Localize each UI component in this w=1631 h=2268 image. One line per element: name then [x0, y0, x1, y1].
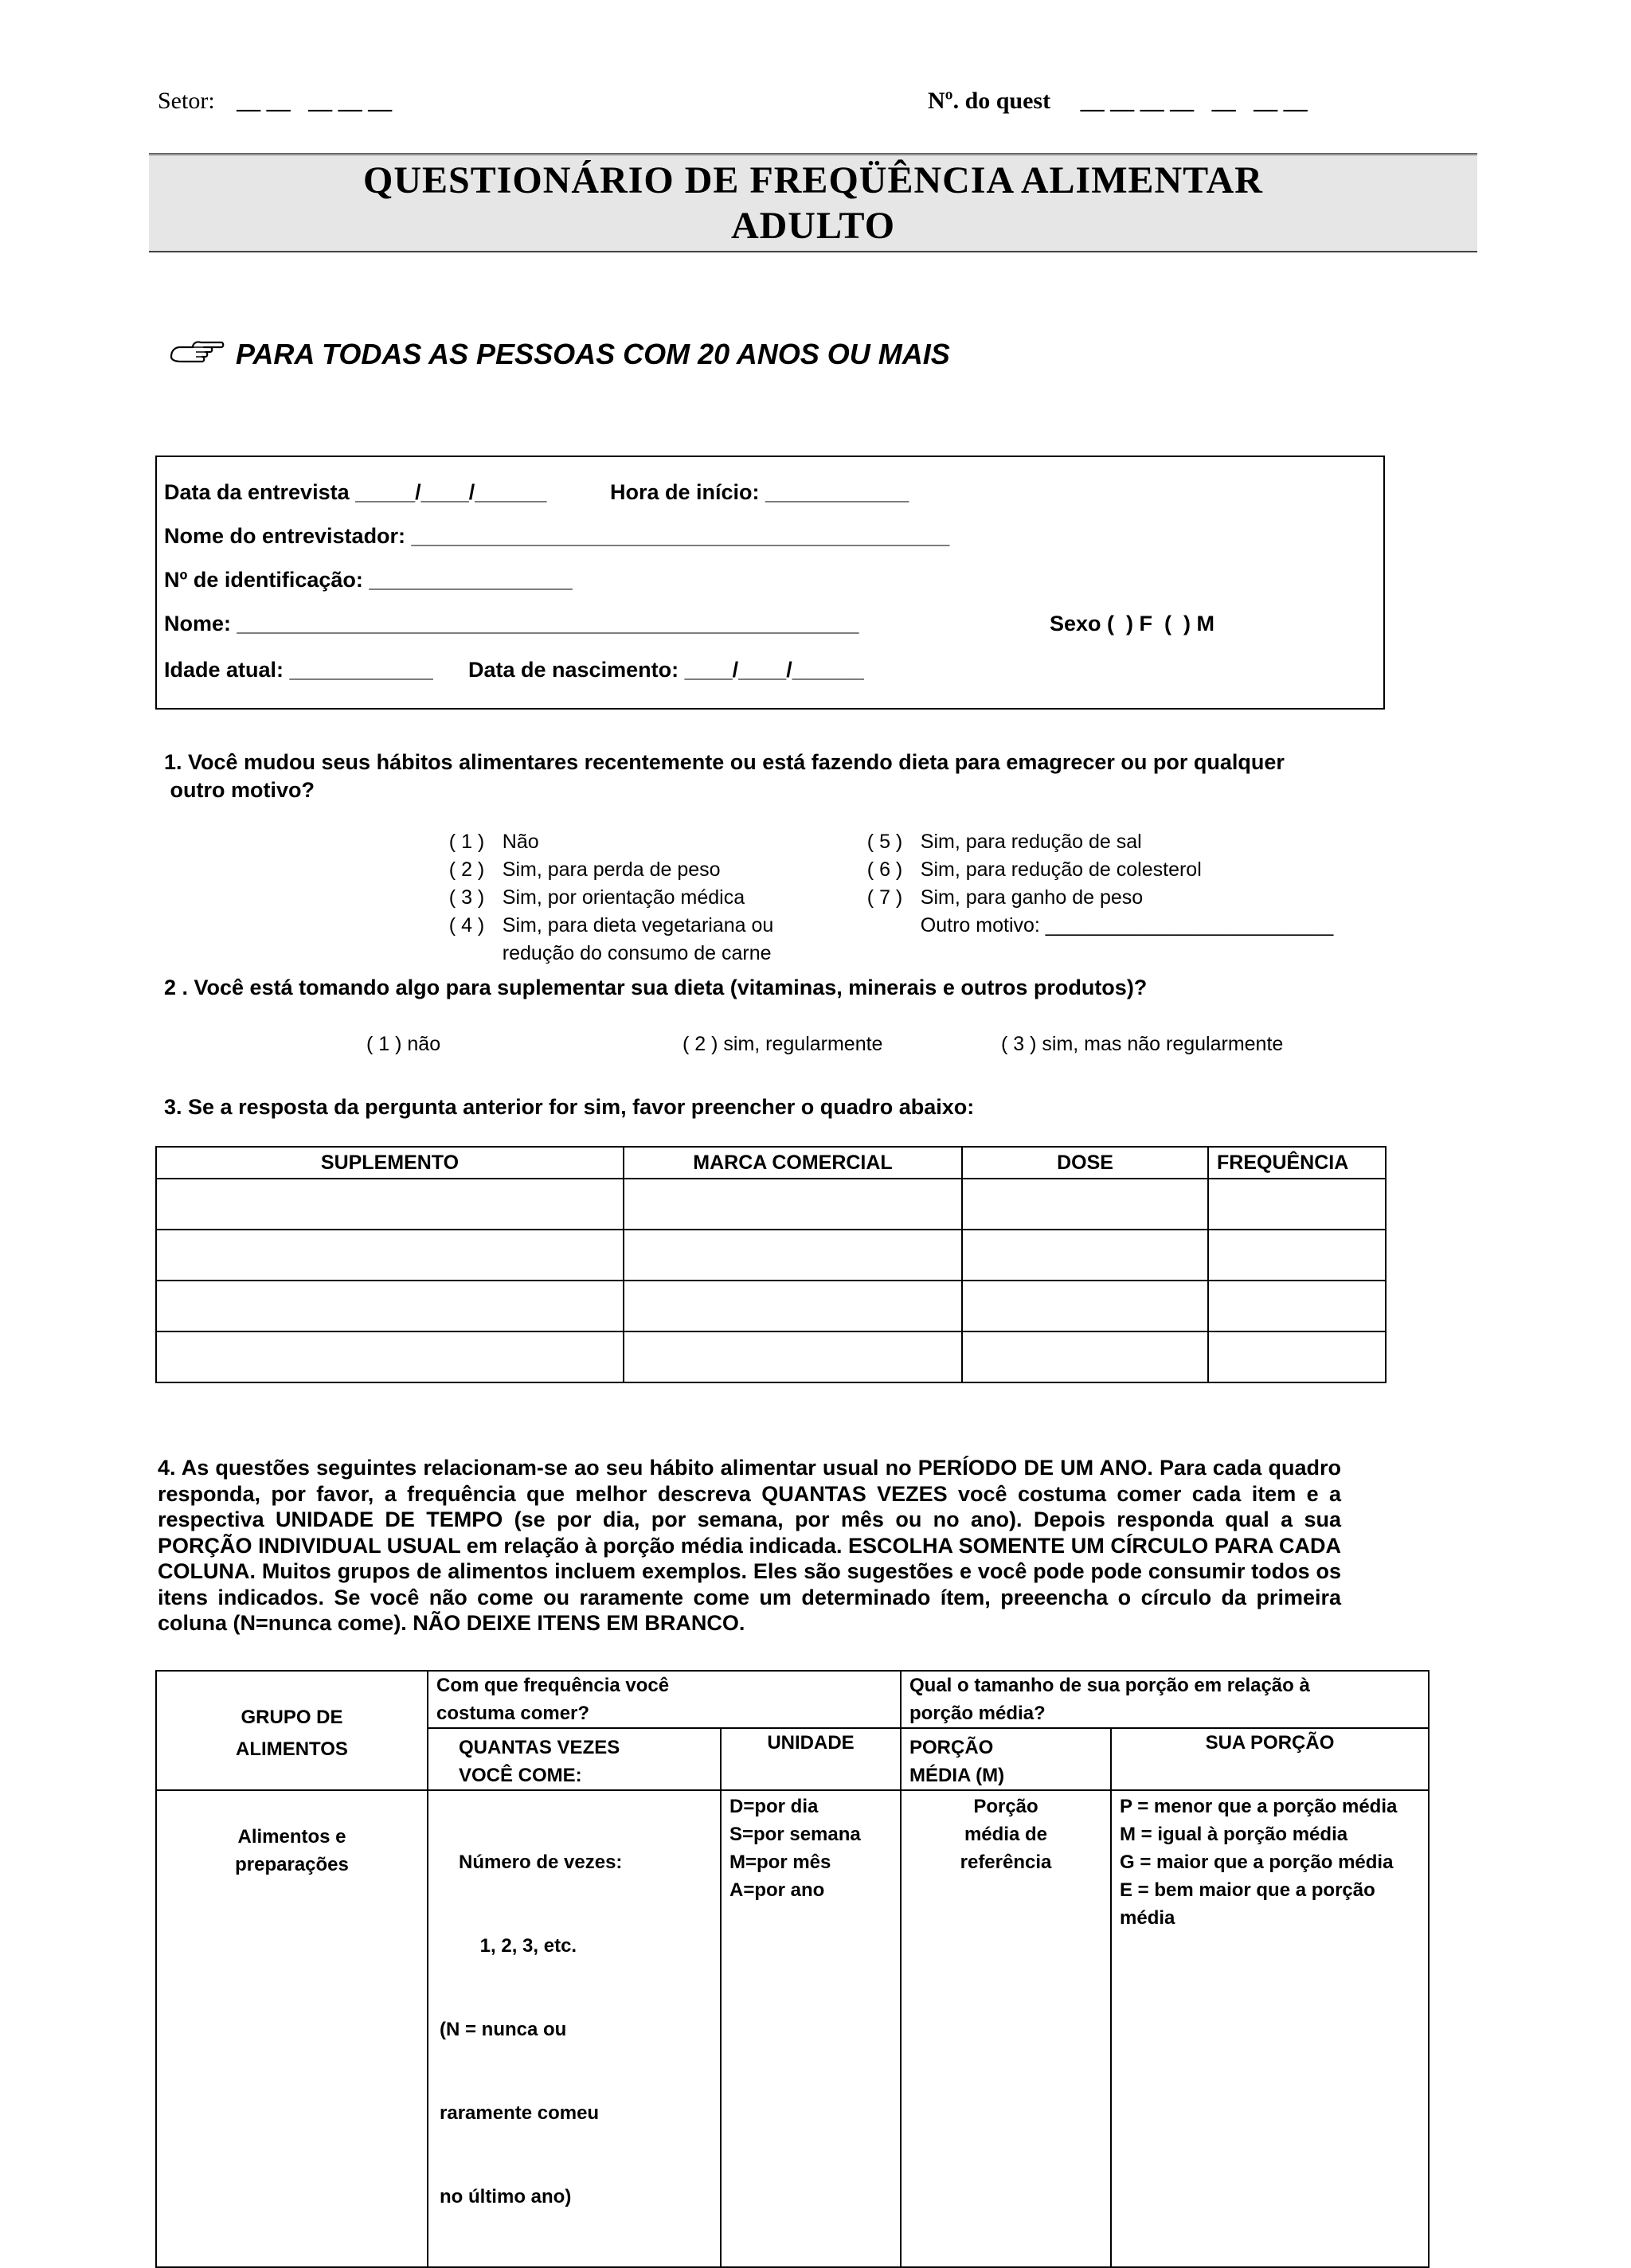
- frequency-header-line-1: Com que frequência você: [436, 1675, 670, 1696]
- foods-label-line-1: Alimentos e: [237, 1826, 346, 1848]
- food-group-label-2: ALIMENTOS: [236, 1738, 348, 1760]
- q1-option[interactable]: [845, 807, 1333, 853]
- table-row: [156, 1331, 1386, 1382]
- option-label: redução do consumo de carne: [502, 942, 772, 964]
- name-field[interactable]: Nome: ____________________________________________________: [164, 612, 859, 635]
- food-group-header: [156, 1671, 428, 1790]
- brand-cell[interactable]: [624, 1331, 962, 1382]
- header-brand: MARCA COMERCIAL: [624, 1147, 962, 1179]
- frequency-cell[interactable]: [1208, 1230, 1386, 1281]
- option-label: Sim, para redução de colesterol: [920, 858, 1202, 881]
- food-frequency-table: [155, 1670, 1430, 2268]
- times-header-line-1: QUANTAS VEZES: [459, 1737, 620, 1758]
- option-code[interactable]: ( 6 ): [866, 858, 903, 881]
- table-row: [156, 1179, 1386, 1230]
- times-legend-line: (N = nunca ou: [440, 2019, 567, 2040]
- brand-cell[interactable]: [624, 1230, 962, 1281]
- frequency-header: [428, 1671, 901, 1728]
- q4-instructions: 4. As questões seguintes relacionam-se ao seu hábito alimentar usual no PERÍODO DE UM ANO. Para cada quadro responda, por favor, a frequência que melhor descreva QUANTAS VEZES você costuma comer cada item e a respectiva UNIDADE DE TEMPO (se por dia, por semana, por mês ou no ano). Depois responda qual a sua PORÇÃO INDIVIDUAL USUAL em relação à porção média indicada. ESCOLHA SOMENTE UM CÍRCULO PARA CADA COLUNA. Muitos grupos de alimentos incluem exemplos. Eles são sugestões e você pode pode consumir todos os itens indicados. Se você não come ou raramente come um determinado ítem, preeencha o círculo da primeira coluna (N=nunca come). NÃO DEIXE ITENS EM BRANCO.: [158, 1456, 1341, 1635]
- your-portion-header: SUA PORÇÃO: [1111, 1728, 1429, 1790]
- sector-field: [158, 88, 392, 115]
- unit-legend: [721, 1790, 901, 2267]
- option-code[interactable]: ( 5 ): [866, 831, 903, 853]
- frequency-cell[interactable]: [1208, 1331, 1386, 1382]
- q2-text: 2 . Você está tomando algo para suplementar sua dieta (vitaminas, minerais e outros produtos)?: [164, 976, 1148, 999]
- supplement-header-row: [156, 1147, 1386, 1179]
- q1-options-left: [427, 807, 774, 964]
- portion-size-header: [901, 1671, 1429, 1728]
- brand-cell[interactable]: [624, 1179, 962, 1230]
- quest-number-blanks[interactable]: __ __ __ __ __ __ __: [1080, 88, 1308, 114]
- your-portion-legend-line: M = igual à porção média: [1120, 1824, 1348, 1845]
- header-supplement: SUPLEMENTO: [156, 1147, 624, 1179]
- birth-date-field[interactable]: Data de nascimento: ____/____/______: [468, 658, 864, 682]
- q1-text-line-2: outro motivo?: [164, 778, 315, 802]
- average-portion-legend-line: Porção: [973, 1796, 1038, 1817]
- title-line-2: ADULTO: [730, 205, 896, 247]
- times-legend-line: no último ano): [440, 2186, 572, 2207]
- unit-legend-line: A=por ano: [729, 1879, 825, 1901]
- portion-size-header-line-2: porção média?: [909, 1703, 1046, 1724]
- your-portion-legend-line: P = menor que a porção média: [1120, 1796, 1398, 1817]
- q1-option[interactable]: [427, 807, 773, 853]
- average-portion-legend-line: referência: [960, 1852, 1052, 1873]
- q1-text-line-1: 1. Você mudou seus hábitos alimentares recentemente ou está fazendo dieta para emagrecer ou por qualquer: [164, 750, 1285, 774]
- quest-number-field: [928, 88, 1308, 115]
- unit-legend-line: S=por semana: [729, 1824, 861, 1845]
- unit-legend-line: M=por mês: [729, 1852, 831, 1873]
- start-time-field[interactable]: Hora de início: ____________: [610, 480, 909, 504]
- table-row: [156, 1281, 1386, 1331]
- average-portion-line-2: MÉDIA (M): [909, 1765, 1005, 1786]
- supplement-cell[interactable]: [156, 1230, 624, 1281]
- q2-option[interactable]: ( 1 ) não: [366, 1033, 441, 1055]
- times-header-line-2: VOCÊ COME:: [459, 1765, 582, 1786]
- header-frequency: FREQUÊNCIA: [1208, 1147, 1386, 1179]
- notice-text: PARA TODAS AS PESSOAS COM 20 ANOS OU MAIS: [236, 338, 950, 370]
- average-portion-header: [901, 1728, 1111, 1790]
- times-legend-line: raramente comeu: [440, 2102, 600, 2124]
- times-legend-line: Número de vezes:: [459, 1852, 623, 1873]
- age-notice: [169, 333, 950, 371]
- foods-label-line-2: preparações: [235, 1854, 349, 1875]
- option-code[interactable]: ( 2 ): [448, 858, 485, 881]
- supplement-cell[interactable]: [156, 1179, 624, 1230]
- frequency-cell[interactable]: [1208, 1179, 1386, 1230]
- dose-cell[interactable]: [962, 1281, 1208, 1331]
- times-header: [428, 1728, 721, 1790]
- option-label: Não: [502, 831, 539, 853]
- interview-date-field[interactable]: Data da entrevista _____/____/______: [164, 480, 547, 504]
- your-portion-legend-line: E = bem maior que a porção média: [1120, 1879, 1375, 1929]
- your-portion-legend: [1111, 1790, 1429, 2267]
- quest-number-label: Nº. do quest: [928, 88, 1051, 114]
- unit-legend-line: D=por dia: [729, 1796, 819, 1817]
- average-portion-legend: [901, 1790, 1111, 2267]
- your-portion-legend-line: G = maior que a porção média: [1120, 1852, 1394, 1873]
- supplement-cell[interactable]: [156, 1281, 624, 1331]
- dose-cell[interactable]: [962, 1331, 1208, 1382]
- supplement-table: [155, 1146, 1387, 1383]
- id-number-field[interactable]: Nº de identificação: _________________: [164, 568, 573, 592]
- age-field[interactable]: Idade atual: ____________: [164, 658, 433, 682]
- brand-cell[interactable]: [624, 1281, 962, 1331]
- food-group-label-1: GRUPO DE: [241, 1707, 343, 1728]
- portion-size-header-line-1: Qual o tamanho de sua porção em relação à: [909, 1675, 1310, 1696]
- q2-option[interactable]: ( 3 ) sim, mas não regularmente: [1001, 1033, 1284, 1055]
- table-row: [156, 1230, 1386, 1281]
- dose-cell[interactable]: [962, 1230, 1208, 1281]
- pointing-hand-icon: [169, 333, 225, 371]
- average-portion-line-1: PORÇÃO: [909, 1737, 994, 1758]
- option-label: Sim, para ganho de peso: [920, 886, 1144, 909]
- title-line-1: QUESTIONÁRIO DE FREQÜÊNCIA ALIMENTAR: [363, 159, 1263, 201]
- option-label: Sim, para dieta vegetariana ou: [502, 914, 774, 937]
- unit-header: UNIDADE: [721, 1728, 901, 1790]
- q3-text: 3. Se a resposta da pergunta anterior for sim, favor preencher o quadro abaixo:: [164, 1095, 975, 1119]
- legend-row: [156, 1790, 1429, 2267]
- frequency-header-line-2: costuma comer?: [436, 1703, 590, 1724]
- option-code[interactable]: ( 7 ): [866, 886, 903, 909]
- title-band: [149, 153, 1477, 252]
- dose-cell[interactable]: [962, 1179, 1208, 1230]
- sector-blanks[interactable]: __ __ __ __ __: [237, 88, 393, 114]
- q1-options-right: [845, 807, 1334, 937]
- other-reason-field[interactable]: Outro motivo: __________________________: [920, 914, 1334, 937]
- times-legend-line: 1, 2, 3, etc.: [459, 1935, 577, 1957]
- interviewer-field[interactable]: Nome do entrevistador: _____________________________________________: [164, 524, 950, 548]
- option-label: Sim, para perda de peso: [502, 858, 721, 881]
- average-portion-legend-line: média de: [964, 1824, 1048, 1845]
- header-dose: DOSE: [962, 1147, 1208, 1179]
- option-label: Sim, para redução de sal: [920, 831, 1142, 853]
- sex-field[interactable]: Sexo ( ) F ( ) M: [1050, 612, 1214, 635]
- option-code[interactable]: ( 4 ): [448, 914, 485, 937]
- q2-option[interactable]: ( 2 ) sim, regularmente: [683, 1033, 883, 1055]
- supplement-cell[interactable]: [156, 1331, 624, 1382]
- times-legend: [428, 1790, 721, 2267]
- sector-label: Setor:: [158, 88, 215, 114]
- option-code[interactable]: ( 3 ): [448, 886, 485, 909]
- foods-label: [156, 1790, 428, 2267]
- frequency-cell[interactable]: [1208, 1281, 1386, 1331]
- option-label: Sim, por orientação médica: [502, 886, 745, 909]
- option-code[interactable]: ( 1 ): [448, 831, 485, 853]
